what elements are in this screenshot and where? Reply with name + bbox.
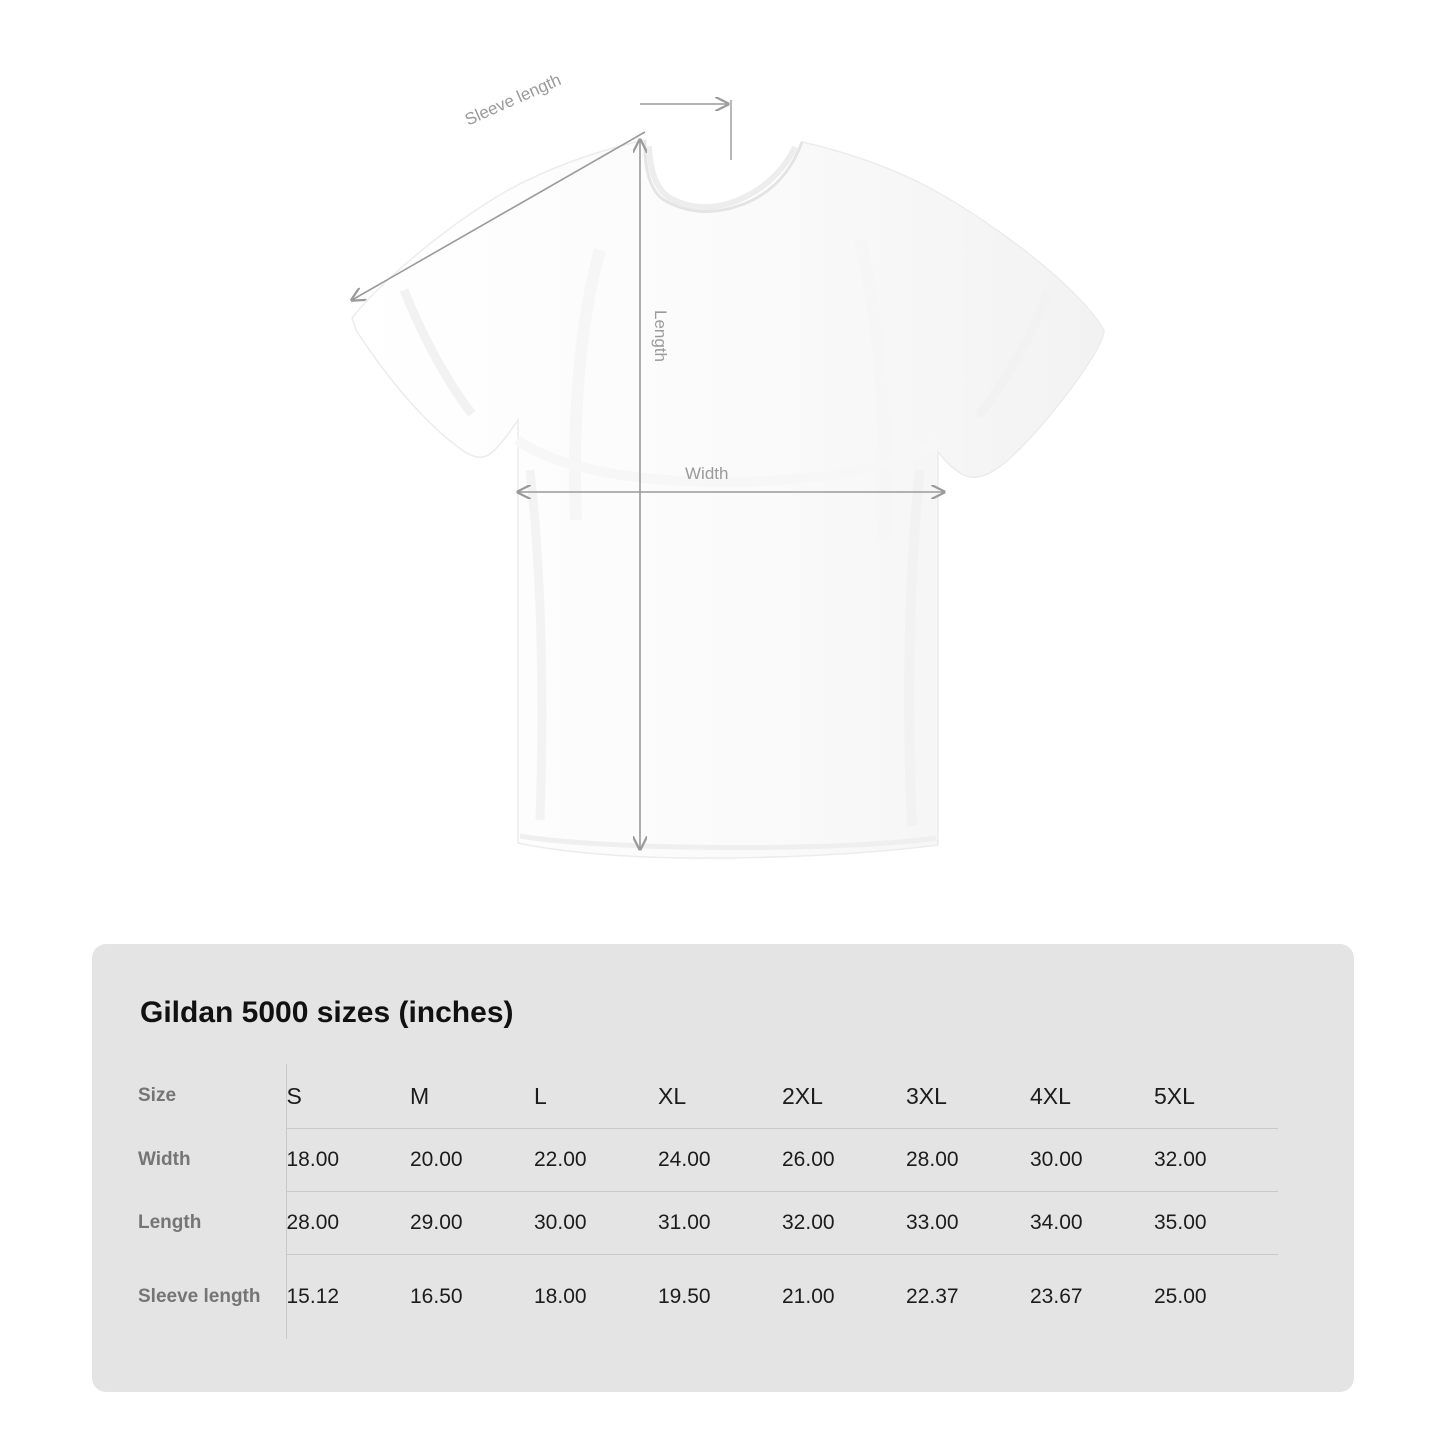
cell-sleeve-m: 16.50 <box>410 1285 463 1308</box>
cell-length-4xl: 34.00 <box>1030 1192 1154 1255</box>
column-header-m: M <box>410 1064 534 1129</box>
size-chart-table <box>138 1064 1278 1339</box>
cell-sleeve-2xl: 21.00 <box>782 1285 835 1308</box>
cell-width-xl: 24.00 <box>658 1129 782 1192</box>
cell-length-5xl: 35.00 <box>1154 1192 1278 1255</box>
row-header-width: Width <box>138 1149 191 1171</box>
table-row <box>138 1192 1278 1255</box>
cell-width-l: 22.00 <box>534 1129 658 1192</box>
size-chart-panel <box>92 944 1354 1392</box>
column-header-size: Size <box>138 1085 177 1107</box>
column-header-3xl: 3XL <box>906 1064 1030 1129</box>
cell-sleeve-4xl: 23.67 <box>1030 1285 1083 1308</box>
column-header-4xl: 4XL <box>1030 1064 1154 1129</box>
cell-width-2xl: 26.00 <box>782 1129 906 1192</box>
cell-width-m: 20.00 <box>410 1129 534 1192</box>
cell-sleeve-l: 18.00 <box>534 1285 587 1308</box>
length-label: Length <box>651 310 670 362</box>
column-header-s: S <box>286 1064 410 1129</box>
table-row <box>138 1129 1278 1192</box>
row-header-length: Length <box>138 1212 202 1234</box>
cell-length-l: 30.00 <box>534 1192 658 1255</box>
table-header-row <box>138 1064 1278 1129</box>
width-label: Width <box>685 464 729 483</box>
column-header-xl: XL <box>658 1064 782 1129</box>
cell-length-m: 29.00 <box>410 1192 534 1255</box>
cell-width-s: 18.00 <box>286 1129 410 1192</box>
cell-length-2xl: 32.00 <box>782 1192 906 1255</box>
size-chart-title: Gildan 5000 sizes (inches) <box>140 996 514 1029</box>
row-header-sleeve-length: Sleeve length <box>138 1285 261 1307</box>
cell-width-4xl: 30.00 <box>1030 1129 1154 1192</box>
sleeve-length-label: Sleeve length <box>462 70 564 130</box>
cell-sleeve-3xl: 22.37 <box>906 1285 959 1308</box>
column-header-2xl: 2XL <box>782 1064 906 1129</box>
cell-sleeve-5xl: 25.00 <box>1154 1285 1207 1308</box>
shirt-shape <box>352 140 1104 858</box>
cell-length-3xl: 33.00 <box>906 1192 1030 1255</box>
cell-length-xl: 31.00 <box>658 1192 782 1255</box>
cell-sleeve-s: 15.12 <box>286 1255 410 1340</box>
column-header-5xl: 5XL <box>1154 1064 1278 1129</box>
cell-length-s: 28.00 <box>286 1192 410 1255</box>
cell-width-5xl: 32.00 <box>1154 1129 1278 1192</box>
cell-width-3xl: 28.00 <box>906 1129 1030 1192</box>
cell-sleeve-xl: 19.50 <box>658 1285 711 1308</box>
table-row <box>138 1255 1278 1340</box>
column-header-l: L <box>534 1064 658 1129</box>
